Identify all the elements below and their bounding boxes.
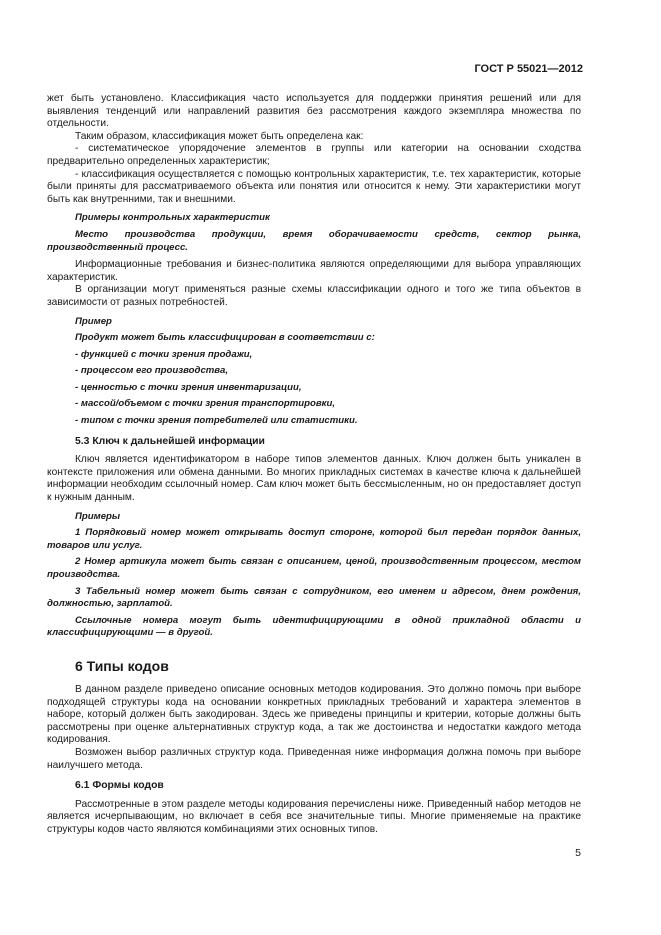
list-item: - систематическое упорядочение элементов в группы или категории на основании сходства предварительно определенных характеристик; — [47, 143, 581, 167]
example-list-item: - ценностью с точки зрения инвентаризации, — [75, 381, 302, 393]
example-text: Продукт может быть классифицирован в соответствии с: — [75, 332, 375, 344]
paragraph: Рассмотренные в этом разделе методы кодирования перечислены ниже. Приведенный набор методов не является исчерпывающим, но включает в себя все значительные типы. Многие применяемые на практике структуры кодов часто являются комбинациями этих основных типов. — [47, 798, 581, 835]
section-heading: 5.3 Ключ к дальнейшей информации — [75, 435, 265, 447]
paragraph: В организации могут применяться разные схемы классификации одного и того же типа объектов в зависимости от разных потребностей. — [47, 284, 581, 308]
list-item: - классификация осуществляется с помощью контрольных характеристик, т.е. тех характеристик, которые были приняты для рассматриваемого объекта или понятия или относится к нему. Эти характеристики могут быть как внутренними, так и внешними. — [47, 168, 581, 205]
example-list-item: - функцией с точки зрения продажи, — [75, 348, 253, 360]
paragraph: В данном разделе приведено описание основных методов кодирования. Это должно помочь при выборе подходящей структуры кода на основании конкретных прикладных требований и характера элементов в наборе, который должен быть закодирован. Здесь же приведены принципы и критерии, которые должны быть рассмотрены при оценке альтернативных структур кода, а так же достоинства и недостатки каждого метода кодирования. — [47, 683, 581, 746]
paragraph: Возможен выбор различных структур кода. Приведенная ниже информация должна помочь при выборе наилучшего метода. — [47, 746, 581, 771]
example-item: 1 Порядковый номер может открывать доступ стороне, которой был передан порядок данных, товаров или услуг. — [47, 527, 581, 551]
example-text: Место производства продукции, время оборачиваемости средств, сектор рынка, производственный процесс. — [47, 228, 581, 253]
example-title: Пример — [75, 315, 112, 327]
paragraph: жет быть установлено. Классификация часто используется для поддержки принятия решений или для выявления тенденций или направлений развития без рассмотрения каждого экземпляра множества по отдельности. — [47, 93, 581, 130]
example-note: Ссылочные номера могут быть идентифицирующими в одной прикладной области и классифицирующими — в другой. — [47, 614, 581, 639]
paragraph: Информационные требования и бизнес-политика являются определяющими для выбора управляющих характеристик. — [47, 259, 581, 283]
paragraph: Таким образом, классификация может быть определена как: — [75, 130, 364, 142]
example-list-item: - типом с точки зрения потребителей или статистики. — [75, 415, 358, 427]
page-body — [47, 93, 581, 837]
example-item: 3 Табельный номер может быть связан с сотрудником, его именем и адресом, днем рождения, должностью, зарплатой. — [47, 585, 581, 610]
example-list-item: - процессом его производства, — [75, 365, 228, 377]
paragraph: Ключ является идентификатором в наборе типов элементов данных. Ключ должен быть уникален в контексте приложения или обмена данными. Во многих прикладных системах в качестве ключа к дальнейшей информации необходим ссылочный номер. Сам ключ может быть бессмысленным, но он предоставляет доступ к нужным данным. — [47, 454, 581, 504]
example-item: 2 Номер артикула может быть связан с описанием, ценой, производственным процессом, местом производства. — [47, 556, 581, 580]
example-title: Примеры — [75, 510, 121, 522]
example-title: Примеры контрольных характеристик — [75, 212, 270, 224]
page-number: 5 — [575, 847, 581, 859]
section-heading: 6.1 Формы кодов — [75, 780, 164, 792]
chapter-heading: 6 Типы кодов — [75, 657, 169, 674]
document-id-header: ГОСТ Р 55021—2012 — [474, 63, 583, 75]
example-list-item: - массой/объемом с точки зрения транспортировки, — [75, 398, 336, 410]
